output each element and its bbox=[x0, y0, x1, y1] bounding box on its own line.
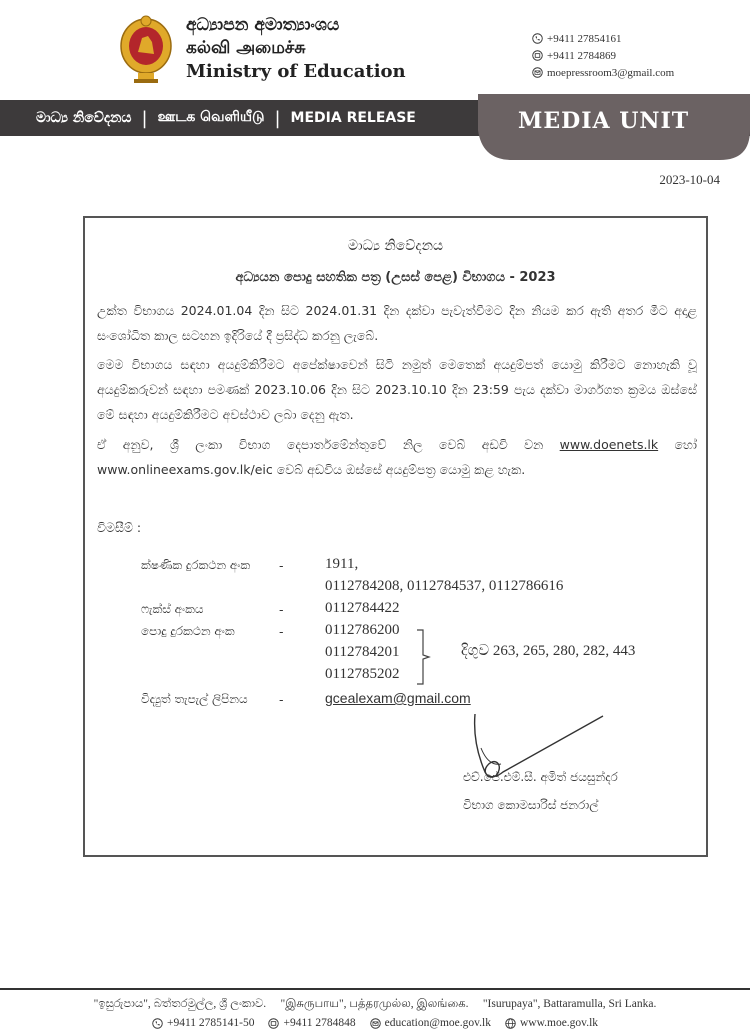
footer-email[interactable]: education@moe.gov.lk bbox=[384, 1017, 491, 1029]
footer-fax-item bbox=[268, 1017, 355, 1029]
release-subtitle: අධ්‍යයන පොදු සහතික පත්‍ර (උසස් පෙළ) විභාගය - 2023 bbox=[235, 270, 556, 285]
signatory-title: විභාග කොමසාරිස් ජනරාල් bbox=[463, 798, 599, 812]
paragraph-2: මෙම විභාගය සඳහා අයදුම්කිරීමට අපේක්ෂාවෙන් සිටි නමුත් මෙතෙක් අයදුම්පත් යොමු කිරීමට නොහැකි වූ අයදුම්කරුවන් සඳහා පමණක් 2023.10.06 දින සිට 2023.10.10 දින 23:59 පැය දක්වා මාර්ගගත ක්‍රමය ඔස්සේ මේ සඳහා අයදුම්කිරීමට අවස්ථාව ලබා දෙනු ඇත. bbox=[97, 357, 697, 422]
general-phone-label: පොදු දුරකථන අංක bbox=[141, 624, 235, 638]
media-release-tamil: ஊடக வெளியீடு bbox=[157, 109, 265, 125]
phone-icon bbox=[532, 33, 543, 44]
ministry-name-block bbox=[186, 14, 406, 84]
fax-dash: - bbox=[279, 602, 284, 617]
band-divider: | bbox=[274, 107, 281, 129]
paragraph-3 bbox=[97, 432, 697, 482]
header-contacts bbox=[532, 30, 674, 81]
footer-web[interactable]: www.moe.gov.lk bbox=[519, 1017, 599, 1029]
email-icon bbox=[532, 67, 543, 78]
footer-fax: +9411 2784848 bbox=[283, 1017, 356, 1029]
general-phone-3: 0112785202 bbox=[325, 666, 400, 682]
ministry-english: Ministry of Education bbox=[186, 61, 406, 82]
header-phone1-row bbox=[532, 30, 674, 47]
ministry-sinhala: අධ්‍යාපන අමාත්‍යාංශය bbox=[186, 15, 340, 35]
fax-icon bbox=[268, 1018, 279, 1029]
footer-address: "ඉසුරුපාය", බත්තරමුල්ල, ශ්‍රී ලංකාව. "இசுருபாய", பத்தரமுல்ல, இலங்கை. "Isurupaya", Battaramulla, Sri Lanka. bbox=[93, 998, 657, 1010]
footer-email-item bbox=[370, 1017, 491, 1029]
paragraph-3-tail: හෝ www.onlineexams.gov.lk/eic වෙබ් අඩවිය ඔස්සේ අයදුම්පත්‍ර යොමු කළ හැක. bbox=[97, 437, 697, 477]
media-unit-label: MEDIA UNIT bbox=[518, 108, 690, 134]
footer-web-item bbox=[505, 1017, 598, 1029]
release-title: මාධ්‍ය නිවේදනය bbox=[347, 238, 444, 254]
extension-numbers: දිගුව 263, 265, 280, 282, 443 bbox=[461, 643, 636, 659]
paragraph-1: උක්ත විභාගය 2024.01.04 දින සිට 2024.01.31 දින දක්වා පැවැත්වීමට දින නියම කර ඇති අතර මීට අදාළ සංශෝධිත කාල සටහන ඉදිරියේ දී ප්‍රසිද්ධ කරනු ලැබේ. bbox=[97, 303, 697, 343]
email-label: විද්‍යුත් තැපැල් ලිපිනය bbox=[141, 692, 248, 706]
release-date: 2023-10-04 bbox=[659, 172, 720, 187]
general-phone-dash: - bbox=[279, 624, 284, 639]
signatory-name: එච්.ජේ.එම්.සී. අමිත් ජයසුන්දර bbox=[463, 770, 618, 784]
general-phone-2: 0112784201 bbox=[325, 644, 400, 660]
extension-bracket bbox=[415, 628, 431, 686]
general-phone-1: 0112786200 bbox=[325, 622, 400, 638]
media-release-labels bbox=[36, 100, 416, 136]
inquiries-label: විමසීම් : bbox=[97, 520, 142, 535]
email-dash: - bbox=[279, 692, 284, 707]
footer-phone-item bbox=[152, 1017, 255, 1029]
fax-icon bbox=[532, 50, 543, 61]
hotline-dash: - bbox=[279, 558, 284, 573]
hotline-value-1: 1911, bbox=[325, 556, 359, 572]
release-body-box bbox=[83, 216, 708, 857]
footer-divider bbox=[0, 988, 750, 990]
header-phone2: +9411 2784869 bbox=[547, 49, 617, 62]
fax-value: 0112784422 bbox=[325, 600, 400, 616]
header-email-row bbox=[532, 64, 674, 81]
header-email[interactable]: moepressroom3@gmail.com bbox=[547, 66, 675, 79]
paragraph-3-lead: ඒ අනුව, ශ්‍රී ලංකා විභාග දෙපාර්තමේන්තුවේ නිල වෙබ් අඩවි වන bbox=[97, 437, 560, 452]
ministry-tamil: கல்வி அமைச்சு bbox=[186, 38, 306, 58]
header-phone2-row bbox=[532, 47, 674, 64]
band-divider: | bbox=[141, 107, 148, 129]
globe-icon bbox=[505, 1018, 516, 1029]
footer-contacts bbox=[0, 1017, 750, 1029]
media-release-english: MEDIA RELEASE bbox=[290, 110, 416, 126]
footer-phone: +9411 2785141-50 bbox=[166, 1017, 255, 1029]
doenets-link[interactable]: www.doenets.lk bbox=[559, 437, 659, 452]
hotline-value-2: 0112784208, 0112784537, 0112786616 bbox=[325, 578, 564, 594]
phone-icon bbox=[152, 1018, 163, 1029]
contact-email[interactable]: gcealexam@gmail.com bbox=[325, 690, 471, 706]
hotline-label: ක්ෂණික දුරකථන අංක bbox=[141, 558, 251, 572]
sri-lanka-emblem-icon bbox=[118, 12, 174, 88]
media-release-sinhala: මාධ්‍ය නිවේදනය bbox=[36, 110, 132, 126]
header-phone1: +9411 27854161 bbox=[547, 32, 622, 45]
email-icon bbox=[370, 1018, 381, 1029]
fax-label: ෆැක්ස් අංකය bbox=[141, 602, 204, 616]
